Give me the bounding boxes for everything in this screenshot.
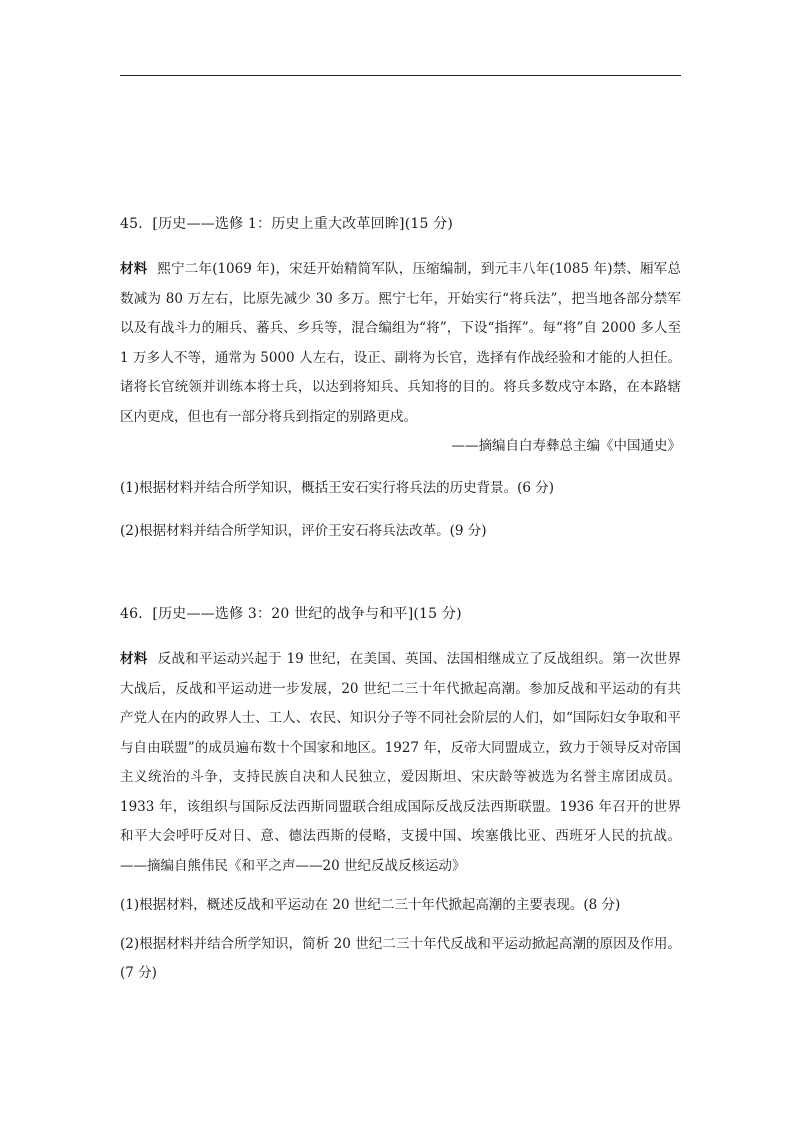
material-text: 反战和平运动兴起于 19 世纪，在美国、英国、法国相继成立了反战组织。第一次世界大战后，反战和平运动进一步发展，20 世纪二三十年代掀起高潮。参加反战和平运动的有共产党人在内的政界人士、工人、农民、知识分子等不同社会阶层的人们，如“国际妇女争取和平与自由联盟”的成员遍布数十个国家和地区。1927 年，反帝大同盟成立，致力于领导反对帝国主义统治的斗争，支持民族自决和人民独立，爱因斯坦、宋庆龄等被选为名誉主席团成员。1933 年，该组织与国际反法西斯同盟联合组成国际反战反法西斯联盟。1936 年召开的世界和平大会呼吁反对日、意、德法西斯的侵略，支援中国、埃塞俄比亚、西班牙人民的抗战。——摘编自熊伟民《和平之声——20 世纪反战反核运动》	[120, 651, 682, 874]
material-label: 材料	[120, 261, 148, 277]
question-45	[120, 213, 681, 560]
sub-question-2: (2)根据材料并结合所学知识，简析 20 世纪二三十年代反战和平运动掀起高潮的原因及作用。(7 分)	[120, 936, 681, 981]
sub-question-2: (2)根据材料并结合所学知识，评价王安石将兵法改革。(9 分)	[120, 522, 487, 539]
material-paragraph	[120, 255, 681, 432]
question-46	[120, 603, 681, 998]
sub-question-1: (1)根据材料，概述反战和平运动在 20 世纪二三十年代掀起高潮的主要表现。(8 分)	[120, 897, 621, 913]
sub-question-1: (1)根据材料并结合所学知识，概括王安石实行将兵法的历史背景。(6 分)	[120, 479, 555, 496]
material-paragraph	[120, 645, 681, 881]
material-label: 材料	[120, 651, 148, 667]
header-rule	[120, 75, 681, 76]
question-title: 45．[历史——选修 1：历史上重大改革回眸](15 分)	[120, 216, 454, 232]
material-text: 熙宁二年(1069 年)，宋廷开始精简军队，压缩编制，到元丰八年(1085 年)禁、厢军总数减为 80 万左右，比原先减少 30 多万。熙宁七年，开始实行“将兵法”，把当地各部分禁军以及有战斗力的厢兵、蕃兵、乡兵等，混合编组为“将”，下设“指挥”。每“将”自 2000 多人至 1 万多人不等，通常为 5000 人左右，设正、副将为长官，选择有作战经验和才能的人担任。诸将长官统领并训练本将士兵，以达到将知兵、兵知将的目的。将兵多数戍守本路，在本路辖区内更戍，但也有一部分将兵到指定的别路更戍。	[120, 261, 681, 425]
material-source: ——摘编自白寿彝总主编《中国通史》	[451, 438, 681, 454]
question-title: 46．[历史——选修 3：20 世纪的战争与和平](15 分)	[120, 606, 462, 622]
